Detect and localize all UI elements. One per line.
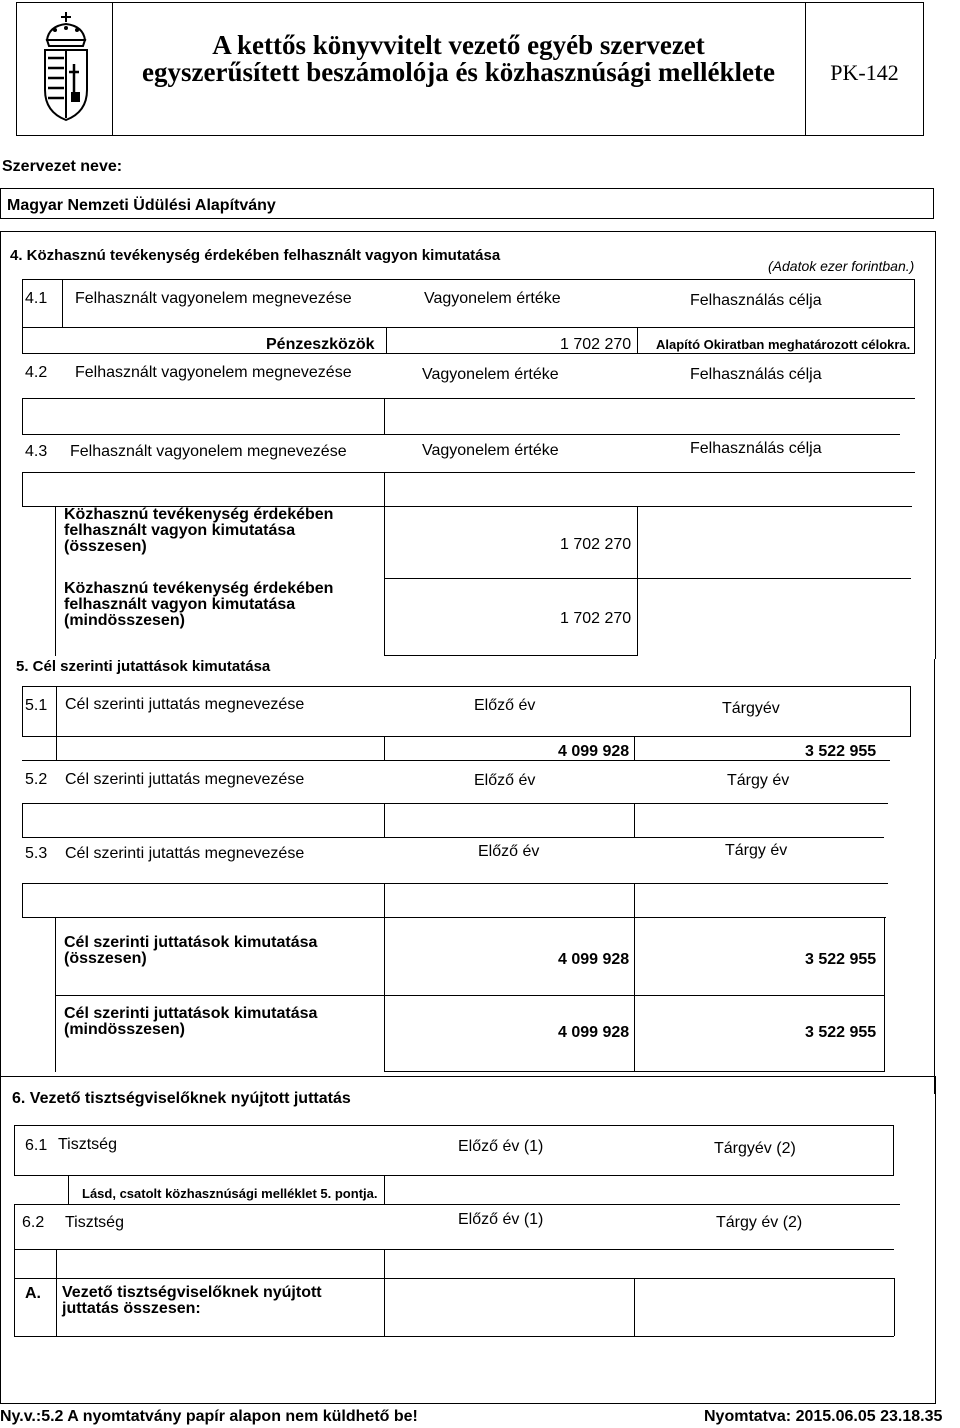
s52-col3: Tárgy év: [727, 772, 790, 789]
s53-num: 5.3: [25, 845, 48, 862]
table-5-2-col2div: [384, 803, 385, 837]
table-6-2-bottom: [14, 1278, 894, 1279]
s41-col1: Felhasznált vagyonelem megnevezése: [75, 290, 352, 307]
table-6-1-numdiv: [68, 1175, 69, 1204]
s5-grand-total-curr: 3 522 955: [805, 1024, 877, 1041]
section-6-title: 6. Vezető tisztségviselőknek nyújtott juttatás: [12, 1090, 351, 1107]
total-5-right: [884, 917, 885, 1072]
section-5-title: 5. Cél szerinti jutattások kimutatása: [16, 658, 271, 675]
s5-grand-total-prev: 4 099 928: [558, 1024, 630, 1041]
s6-note: Lásd, csatolt közhasznúsági melléklet 5. pontja.: [82, 1186, 378, 1201]
s62-col1: Tisztség: [65, 1214, 124, 1231]
section-4-title: 4. Közhasznú tevékenység érdekében felhasznált vagyon kimutatása: [10, 247, 501, 264]
table-6-2-left: [14, 1204, 15, 1336]
s52-num: 5.2: [25, 771, 48, 788]
total-4-mid: [384, 578, 911, 579]
s5-grand-total-label: Cél szerinti juttatások kimutatása (mindösszesen): [64, 1005, 318, 1038]
table-6-2-headline: [14, 1249, 894, 1250]
total-4-bottom: [384, 655, 637, 656]
asset-name: Pénzeszközök: [266, 336, 375, 353]
total-6-numdiv: [56, 1278, 57, 1336]
table-6-1-col2div: [384, 1175, 385, 1204]
s52-col1: Cél szerinti juttatás megnevezése: [65, 771, 305, 788]
s51-prev-value: 4 099 928: [558, 743, 630, 760]
s5-total-prev: 4 099 928: [558, 951, 630, 968]
s42-col2: Vagyonelem értéke: [422, 366, 559, 383]
table-6-1-headline: [14, 1175, 894, 1176]
section-5-left: [0, 659, 1, 1094]
table-5-1-numdiv: [56, 686, 57, 760]
s41-col3: Felhasználás célja: [690, 292, 822, 309]
table-4-1-numdiv: [62, 279, 63, 327]
s61-col3: Tárgyév (2): [714, 1140, 796, 1157]
s61-col2: Előző év (1): [458, 1138, 544, 1155]
s41-num: 4.1: [25, 290, 48, 307]
table-5-2-left: [22, 803, 23, 837]
total-4-col3div: [637, 506, 638, 656]
table-5-2-bottom: [22, 837, 884, 838]
s53-col2: Előző év: [478, 843, 540, 860]
s43-num: 4.3: [25, 443, 48, 460]
table-5-2-top: [22, 760, 890, 761]
s5-total-curr: 3 522 955: [805, 951, 877, 968]
table-4-2-col2div: [384, 398, 385, 434]
s4-total-value: 1 702 270: [560, 536, 632, 553]
s61-col1: Tisztség: [58, 1136, 117, 1153]
asset-purpose: Alapító Okiratban meghatározott célokra.: [656, 337, 911, 352]
table-5-1-col2div: [384, 736, 385, 760]
s43-col3: Felhasználás célja: [690, 440, 822, 457]
section-5-right: [934, 659, 935, 1094]
table-6-2-numdiv: [56, 1249, 57, 1278]
table-5-1-col3div: [634, 736, 635, 760]
s4-total-label: Közhasznú tevékenység érdekében felhasznált vagyon kimutatása (összesen): [64, 506, 334, 555]
total-5-mid: [55, 995, 884, 996]
total-5-bottom: [384, 1071, 884, 1072]
table-5-3-col3div: [634, 883, 635, 917]
organization-name: Magyar Nemzeti Üdülési Alapítvány: [7, 197, 276, 214]
table-4-2-left: [22, 398, 23, 434]
print-timestamp: Nyomtatva: 2015.06.05 23.18.35: [704, 1408, 943, 1425]
footer-note: Ny.v.:5.2 A nyomtatvány papír alapon nem küldhető be!: [0, 1408, 418, 1425]
total-6-right: [894, 1278, 895, 1336]
table-4-3-left: [22, 472, 23, 506]
s62-col2: Előző év (1): [458, 1211, 544, 1228]
s5-total-label: Cél szerinti juttatások kimutatása (összesen): [64, 934, 318, 967]
s51-col2: Előző év: [474, 697, 536, 714]
s62-col3: Tárgy év (2): [716, 1214, 803, 1231]
s43-col2: Vagyonelem értéke: [422, 442, 559, 459]
s6-total-label: Vezető tisztségviselőknek nyújtott juttatás összesen:: [62, 1284, 322, 1317]
table-5-2-col3div: [634, 803, 635, 837]
table-6-2-col2div: [384, 1249, 385, 1278]
form-title-line2: egyszerűsített beszámolója és közhasznúsági melléklete: [142, 57, 775, 87]
s52-col2: Előző év: [474, 772, 536, 789]
hungarian-coat-of-arms-icon: [35, 6, 97, 130]
table-4-2-top: [22, 353, 915, 354]
table-5-3-left: [22, 883, 23, 917]
s51-col1: Cél szerinti juttatás megnevezése: [65, 696, 305, 713]
s62-num: 6.2: [22, 1214, 45, 1231]
s42-col1: Felhasznált vagyonelem megnevezése: [75, 364, 352, 381]
total-4-col2div: [384, 506, 385, 656]
total-4-left: [55, 506, 56, 656]
table-5-3-col2div: [384, 883, 385, 917]
asset-value: 1 702 270: [560, 336, 632, 353]
s51-num: 5.1: [25, 697, 48, 714]
table-4-2-bottom: [22, 434, 900, 435]
organization-label: Szervezet neve:: [2, 158, 123, 175]
total-6-col3div: [634, 1278, 635, 1336]
s4-grand-total-value: 1 702 270: [560, 610, 632, 627]
table-4-1-col2div: [386, 327, 387, 353]
s53-col3: Tárgy év: [725, 842, 788, 859]
total-6-col2div: [384, 1278, 385, 1336]
form-code: PK-142: [830, 60, 899, 85]
unit-note: (Adatok ezer forintban.): [768, 258, 915, 274]
s53-col1: Cél szerinti jutattás megnevezése: [65, 845, 305, 862]
s4-grand-total-label: Közhasznú tevékenység érdekében felhasznált vagyon kimutatása (mindösszesen): [64, 580, 334, 629]
s51-col3: Tárgyév: [722, 700, 780, 717]
total-6-bottom: [14, 1336, 894, 1337]
s42-col3: Felhasználás célja: [690, 366, 822, 383]
table-6-1-bottom: [14, 1204, 900, 1205]
form-title-line1: A kettős könyvvitelt vezető egyéb szervezet: [212, 30, 705, 60]
table-4-1-headline: [22, 327, 915, 328]
table-5-3-headline: [22, 883, 888, 884]
table-4-3-headline: [22, 472, 915, 473]
s41-col2: Vagyonelem értéke: [424, 290, 561, 307]
table-5-2-headline: [22, 803, 888, 804]
s51-curr-value: 3 522 955: [805, 743, 877, 760]
s43-col1: Felhasznált vagyonelem megnevezése: [70, 443, 347, 460]
s6-total-num: A.: [25, 1285, 41, 1302]
table-5-1-headline: [22, 736, 911, 737]
table-4-1-col3div: [637, 327, 638, 353]
s61-num: 6.1: [25, 1137, 48, 1154]
table-5-3-bottom: [22, 917, 886, 918]
s42-num: 4.2: [25, 364, 48, 381]
table-4-3-col2div: [384, 472, 385, 506]
table-4-2-headline: [22, 398, 915, 399]
